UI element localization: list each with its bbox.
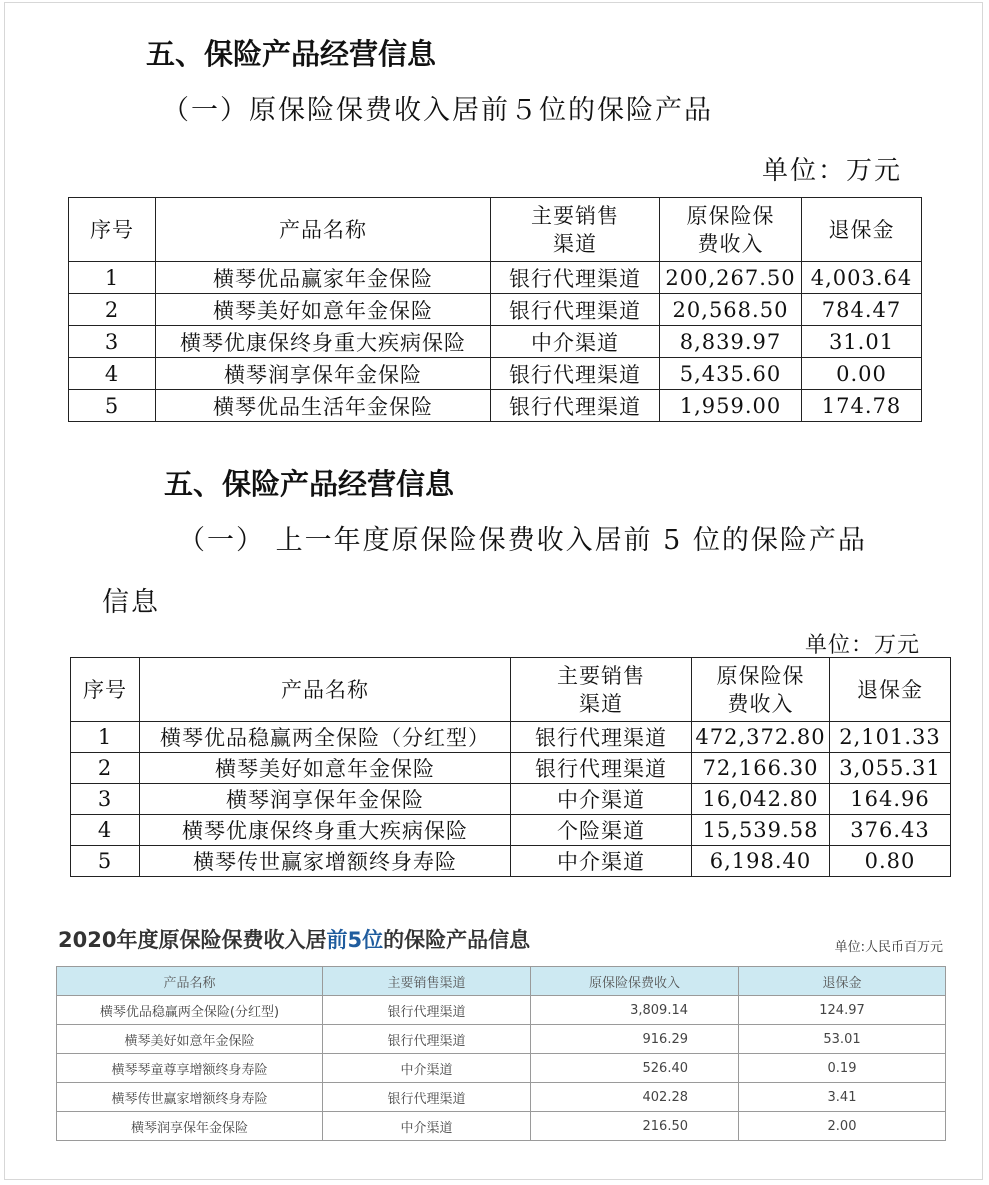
cell-surrender: 124.97 <box>739 996 946 1025</box>
header-cell-text: 原保险保费收入 <box>686 203 775 256</box>
cell-premium: 1,959.00 <box>660 390 802 422</box>
header-cell <box>511 658 692 722</box>
cell-surrender: 31.01 <box>802 326 922 358</box>
header-cell: 序号 <box>69 198 156 262</box>
cell-index: 4 <box>69 358 156 390</box>
section3-title-pre: 2020年度原保险保费收入居 <box>58 928 327 952</box>
cell-index: 5 <box>69 390 156 422</box>
cell-channel: 银行代理渠道 <box>491 358 660 390</box>
cell-surrender: 2.00 <box>739 1112 946 1141</box>
cell-product: 横琴润享保年金保险 <box>156 358 491 390</box>
header-cell: 退保金 <box>830 658 951 722</box>
table-row <box>71 815 951 846</box>
cell-product: 横琴美好如意年金保险 <box>57 1025 323 1054</box>
cell-premium: 8,839.97 <box>660 326 802 358</box>
table-row <box>57 996 946 1025</box>
cell-channel: 中介渠道 <box>323 1054 531 1083</box>
cell-product: 横琴润享保年金保险 <box>140 784 511 815</box>
header-cell <box>660 198 802 262</box>
cell-channel: 个险渠道 <box>511 815 692 846</box>
cell-premium: 5,435.60 <box>660 358 802 390</box>
cell-premium: 526.40 <box>531 1054 739 1083</box>
cell-channel: 中介渠道 <box>511 846 692 877</box>
cell-surrender: 53.01 <box>739 1025 946 1054</box>
cell-channel: 银行代理渠道 <box>511 753 692 784</box>
cell-premium: 72,166.30 <box>692 753 830 784</box>
cell-product: 横琴优品生活年金保险 <box>156 390 491 422</box>
cell-premium: 3,809.14 <box>531 996 739 1025</box>
table-row <box>57 1112 946 1141</box>
cell-channel: 银行代理渠道 <box>491 294 660 326</box>
cell-index: 1 <box>71 722 140 753</box>
table-row <box>69 294 922 326</box>
header-cell-text: 主要销售渠道 <box>557 663 645 716</box>
cell-surrender: 174.78 <box>802 390 922 422</box>
header-cell-text: 原保险保费收入 <box>716 663 805 716</box>
table-row <box>69 390 922 422</box>
header-cell: 原保险保费收入 <box>531 967 739 996</box>
cell-surrender: 4,003.64 <box>802 262 922 294</box>
cell-premium: 6,198.40 <box>692 846 830 877</box>
cell-surrender: 2,101.33 <box>830 722 951 753</box>
cell-product: 横琴美好如意年金保险 <box>156 294 491 326</box>
table-row <box>69 358 922 390</box>
section3-table <box>56 966 946 1141</box>
table-row <box>57 1025 946 1054</box>
section1-subheading: （一）原保险保费收入居前５位的保险产品 <box>162 95 713 126</box>
table-header-row <box>69 198 922 262</box>
header-cell: 产品名称 <box>57 967 323 996</box>
section2-unit: 单位：万元 <box>805 633 921 658</box>
cell-surrender: 0.00 <box>802 358 922 390</box>
cell-channel: 中介渠道 <box>491 326 660 358</box>
table-row <box>71 846 951 877</box>
header-cell-text: 主要销售渠道 <box>531 203 619 256</box>
section2-table <box>70 657 951 877</box>
section2-heading: 五、保险产品经营信息 <box>164 467 455 501</box>
cell-surrender: 164.96 <box>830 784 951 815</box>
cell-channel: 中介渠道 <box>511 784 692 815</box>
table-header-row <box>71 658 951 722</box>
cell-channel: 银行代理渠道 <box>323 1083 531 1112</box>
section3-title-post: 的保险产品信息 <box>383 928 531 952</box>
cell-channel: 银行代理渠道 <box>491 262 660 294</box>
table-row <box>69 262 922 294</box>
cell-index: 5 <box>71 846 140 877</box>
cell-surrender: 3,055.31 <box>830 753 951 784</box>
table-row <box>69 326 922 358</box>
cell-index: 1 <box>69 262 156 294</box>
header-cell: 序号 <box>71 658 140 722</box>
cell-product: 横琴优品稳赢两全保险(分红型) <box>57 996 323 1025</box>
cell-premium: 916.29 <box>531 1025 739 1054</box>
cell-premium: 200,267.50 <box>660 262 802 294</box>
header-cell: 产品名称 <box>156 198 491 262</box>
cell-premium: 472,372.80 <box>692 722 830 753</box>
cell-channel: 银行代理渠道 <box>491 390 660 422</box>
cell-product: 横琴优康保终身重大疾病保险 <box>140 815 511 846</box>
section1-table <box>68 197 922 422</box>
cell-index: 2 <box>69 294 156 326</box>
cell-product: 横琴优品赢家年金保险 <box>156 262 491 294</box>
table-row <box>71 753 951 784</box>
cell-surrender: 376.43 <box>830 815 951 846</box>
table-row <box>57 1083 946 1112</box>
cell-premium: 402.28 <box>531 1083 739 1112</box>
cell-premium: 216.50 <box>531 1112 739 1141</box>
header-cell: 退保金 <box>802 198 922 262</box>
cell-surrender: 784.47 <box>802 294 922 326</box>
cell-channel: 中介渠道 <box>323 1112 531 1141</box>
header-cell <box>692 658 830 722</box>
table-row <box>71 784 951 815</box>
cell-product: 横琴传世赢家增额终身寿险 <box>57 1083 323 1112</box>
cell-index: 4 <box>71 815 140 846</box>
cell-surrender: 3.41 <box>739 1083 946 1112</box>
cell-premium: 20,568.50 <box>660 294 802 326</box>
table-row <box>57 1054 946 1083</box>
cell-surrender: 0.19 <box>739 1054 946 1083</box>
cell-product: 横琴传世赢家增额终身寿险 <box>140 846 511 877</box>
table-row <box>71 722 951 753</box>
header-cell <box>491 198 660 262</box>
table-header-row <box>57 967 946 996</box>
cell-index: 2 <box>71 753 140 784</box>
header-cell: 退保金 <box>739 967 946 996</box>
section2-subheading-cont: 信息 <box>102 587 160 618</box>
cell-surrender: 0.80 <box>830 846 951 877</box>
cell-channel: 银行代理渠道 <box>323 996 531 1025</box>
cell-premium: 15,539.58 <box>692 815 830 846</box>
cell-index: 3 <box>71 784 140 815</box>
cell-product: 横琴润享保年金保险 <box>57 1112 323 1141</box>
section3-title <box>58 924 530 954</box>
section3-title-highlight: 前5位 <box>326 928 384 952</box>
section1-heading: 五、保险产品经营信息 <box>146 37 437 71</box>
section1-unit: 单位：万元 <box>762 156 903 186</box>
cell-channel: 银行代理渠道 <box>511 722 692 753</box>
cell-product: 横琴美好如意年金保险 <box>140 753 511 784</box>
cell-product: 横琴琴童尊享增额终身寿险 <box>57 1054 323 1083</box>
section3-unit: 单位:人民币百万元 <box>834 940 943 955</box>
cell-product: 横琴优品稳赢两全保险（分红型） <box>140 722 511 753</box>
cell-premium: 16,042.80 <box>692 784 830 815</box>
header-cell: 主要销售渠道 <box>323 967 531 996</box>
cell-index: 3 <box>69 326 156 358</box>
cell-product: 横琴优康保终身重大疾病保险 <box>156 326 491 358</box>
section2-subheading: （一） 上一年度原保险保费收入居前 5 位的保险产品 <box>178 525 867 556</box>
header-cell: 产品名称 <box>140 658 511 722</box>
cell-channel: 银行代理渠道 <box>323 1025 531 1054</box>
